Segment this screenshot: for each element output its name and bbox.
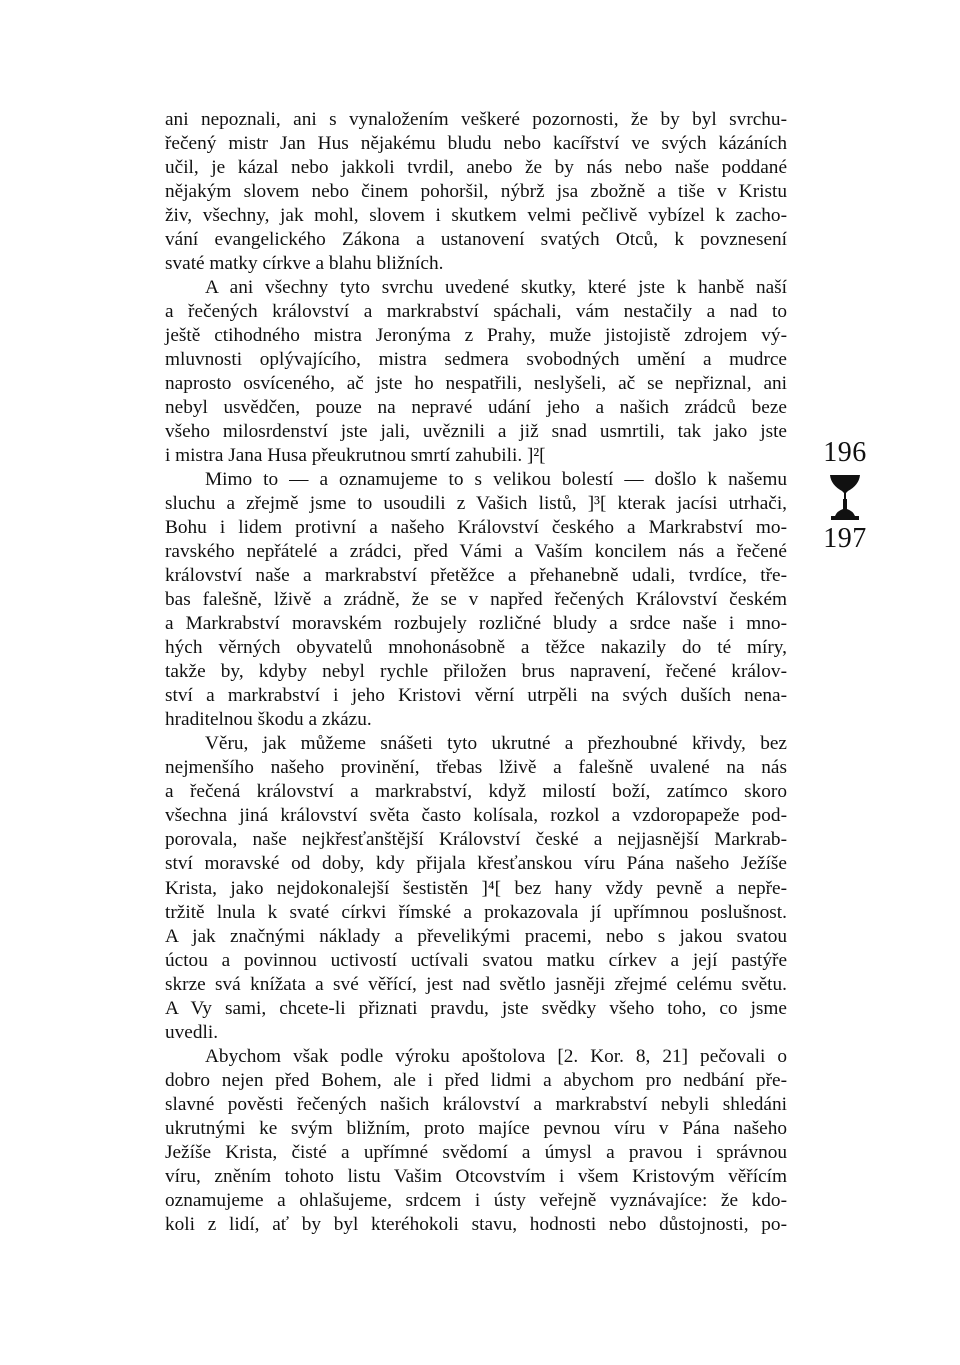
text-line: koli z lidí, ať by byl kteréhokoli stavu, hodnosti nebo důstojnosti, po-	[165, 1213, 787, 1235]
text-line: Abychom však podle výroku apoštolova [2. Kor. 8, 21] pečovali o	[205, 1045, 787, 1067]
text-line: a řečená království a markrabství, když milostí boží, zatímco skoro	[165, 781, 787, 803]
text-line: vání evangelického Zákona a ustanovení svatých Otců, k povznesení	[165, 229, 787, 251]
text-line: svaté matky církve a blahu bližních.	[165, 253, 444, 275]
text-line: nějakým slovem nebo činem pohoršil, nýbrž jsa zbožně a tiše v Kristu	[165, 181, 787, 203]
text-line: hých věrných obyvatelů mnohonásobně a těžce nakazily do té míry,	[165, 637, 787, 659]
text-line: ukrutnými ke svým bližním, proto majíce pevnou víru v Pána našeho	[165, 1117, 787, 1139]
text-line: A jak značnými náklady a převelikými pracemi, nebo s jakou svatou	[165, 925, 787, 947]
text-line: nebyl usvědčen, pouze na nepravé udání jeho a našich zrádců beze	[165, 397, 787, 419]
text-line: slavné pověsti řečených našich království a markrabství nebyli shledáni	[165, 1093, 787, 1115]
text-line: živ, všechny, jak mohl, slovem i skutkem velmi pečlivě vybízel k zacho-	[165, 205, 787, 227]
text-line: a Markrabství moravském rozbujely rozličné bludy a srdce naše i mno-	[165, 613, 787, 635]
text-line: uvedli.	[165, 1021, 219, 1043]
text-line: hraditelnou škodu a zkázu.	[165, 709, 372, 731]
body-text	[165, 108, 787, 1237]
text-line: tržitě lnula k svaté církvi římské a prokazovala jí upřímnou poslušnost.	[165, 901, 787, 923]
text-line: Mimo to — a oznamujeme to s velikou bolestí — došlo k našemu	[205, 469, 787, 491]
text-line: oznamujeme a ohlašujeme, srdcem i ústy veřejně vyznávajíce: že kdo-	[165, 1189, 787, 1211]
text-line: víru, zněním tohoto listu Vašim Otcovstvím i všem Kristovým věřícím	[165, 1165, 787, 1187]
text-line: i mistra Jana Husa přeukrutnou smrtí zahubili. ]²[	[165, 445, 546, 467]
text-line: Bohu i lidem protivní a našeho Království českého a Markrabství mo-	[165, 517, 787, 539]
page-number-196: 196	[823, 437, 867, 468]
text-line: a řečených království a markrabství spáchali, vám nestačily a nad to	[165, 301, 787, 323]
text-line: Krista, jako nejdokonalejší šestistěn ]⁴[ bez hany vždy pevně a nepře-	[165, 877, 787, 899]
text-line: A ani všechny tyto svrchu uvedené skutky, které jste k hanbě naší	[205, 277, 787, 299]
chalice-icon	[827, 472, 863, 522]
text-line: řečený mistr Jan Hus nějakému bludu nebo kacířství ve svých kázáních	[165, 133, 787, 155]
text-line: všeho milosrdenství jste jali, uvěznili a již snad usmrtili, tak jako jste	[165, 421, 787, 443]
text-line: ještě ctihodného mistra Jeronýma z Prahy, muže jistojistě zdrojem vý-	[165, 325, 787, 347]
text-line: království naše a markrabství přetěžce a přehanebně udali, tvrdíce, tře-	[165, 565, 787, 587]
text-line: úctou a povinnou uctivostí uctívali svatou matku církev a její pastýře	[165, 949, 787, 971]
text-line: ství a markrabství i jeho Kristovi věrní utrpěli na svých duších nena-	[165, 685, 787, 707]
text-line: A Vy sami, chcete-li přiznati pravdu, jste svědky všeho toho, co jsme	[165, 997, 787, 1019]
text-line: sluchu a zřejmě jsme to usoudili z Vašich listů, ]³[ kterak jacísi utrhači,	[165, 493, 787, 515]
text-line: mluvnosti oplývajícího, mistra sedmera svobodných umění a mudrce	[165, 349, 787, 371]
text-line: ravského nepřátelé a zrádci, před Vámi a Vaším koncilem nás a řečené	[165, 541, 787, 563]
text-line: ství moravské od doby, kdy přijala křesťanskou víru Pána našeho Ježíše	[165, 853, 787, 875]
text-line: dobro nejen před Bohem, ale i před lidmi a abychom pro nedbání pře-	[165, 1069, 787, 1091]
text-line: takže by, kdyby nebyl rychle přiložen brus napravení, řečené králov-	[165, 661, 787, 683]
text-line: učil, je kázal nebo jakkoli tvrdil, anebo že by nás nebo naše poddané	[165, 157, 787, 179]
text-line: porovala, naše nejkřesťanštější Království české a nejjasnější Markrab-	[165, 829, 787, 851]
page-number-197: 197	[823, 523, 867, 554]
text-line: Věru, jak můžeme snášeti tyto ukrutné a přezhoubné křivdy, bez	[205, 733, 787, 755]
text-line: ani nepoznali, ani s vynaložením veškeré pozornosti, že by byl svrchu-	[165, 109, 787, 130]
margin-page-marker	[812, 438, 878, 554]
text-line: skrze svá knížata a své věřící, jest nad světlo jasněji zřejmé celému světu.	[165, 973, 787, 995]
text-line: Ježíše Krista, čisté a upřímné svědomí a úmysl a pravou i správnou	[165, 1141, 787, 1163]
text-line: naprosto osvíceného, ač jste ho nespatřili, neslyšeli, ač se nepřiznal, ani	[165, 373, 787, 395]
text-line: nejmenšího našeho provinění, třebas lživě a falešně uvalené na nás	[165, 757, 787, 779]
text-line: bas falešně, lživě a zrádně, že se v napřed řečených Království českém	[165, 589, 787, 611]
text-line: všechna jiná království světa často kolísala, rozkol a vzdoropapeže pod-	[165, 805, 787, 827]
